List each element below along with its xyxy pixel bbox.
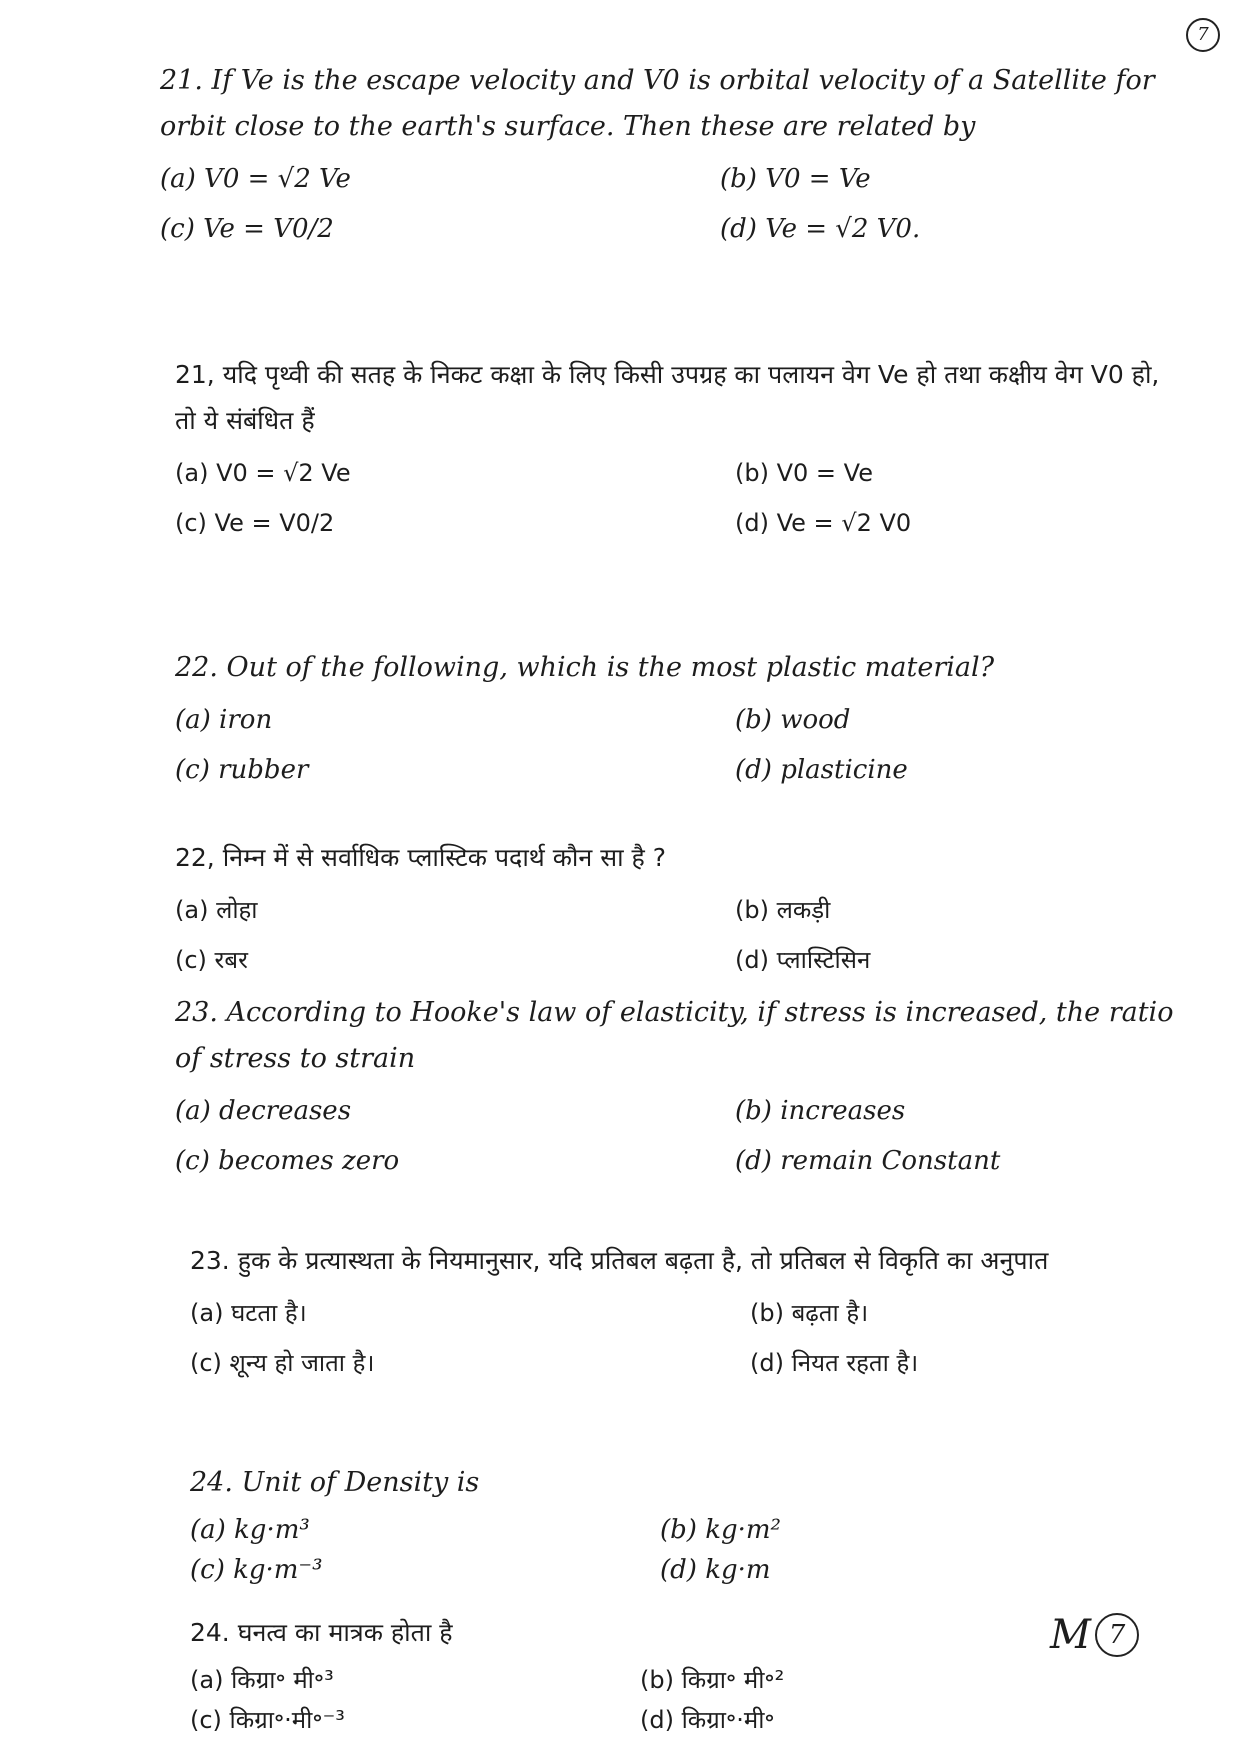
option-c: (c) kg·m⁻³: [190, 1555, 323, 1585]
option-d: (d) kg·m: [660, 1555, 771, 1585]
question-text: यदि पृथ्वी की सतह के निकट कक्षा के लिए किसी उपग्रह का पलायन वेग Ve हो तथा कक्षीय वेग V0 हो, तो ये संबंधित हैं: [175, 360, 1160, 435]
option-d: (d) remain Constant: [735, 1146, 1001, 1176]
option-a: (a) decreases: [175, 1096, 352, 1126]
option-d: (d) नियत रहता है।: [750, 1349, 919, 1377]
option-d: (d) किग्रा॰·मी॰: [640, 1706, 775, 1734]
options: [190, 1288, 1200, 1388]
options: [190, 1660, 1050, 1740]
option-c: (c) रबर: [175, 946, 248, 974]
signature-letter: M: [1050, 1612, 1091, 1658]
option-b: (b) V0 = Ve: [735, 459, 873, 487]
question-stem: [190, 1460, 1200, 1506]
question-stem: [190, 1610, 1050, 1656]
question-stem: [175, 835, 1185, 881]
question-text: निम्न में से सर्वाधिक प्लास्टिक पदार्थ कौन सा है ?: [222, 843, 667, 872]
option-d: (d) Ve = √2 V0.: [720, 214, 921, 244]
question-text: हुक के प्रत्यास्थता के नियमानुसार, यदि प्रतिबल बढ़ता है, तो प्रतिबल से विकृति का अनुपात: [237, 1246, 1049, 1275]
question-21-en: [160, 58, 1170, 254]
question-stem: [190, 1238, 1200, 1284]
question-text: According to Hooke's law of elasticity, if stress is increased, the ratio of stress to strain: [175, 997, 1174, 1074]
option-b: (b) V0 = Ve: [720, 164, 871, 194]
question-stem: [175, 990, 1185, 1082]
question-number: 23.: [175, 997, 218, 1028]
question-number: 22,: [175, 843, 215, 872]
option-b: (b) लकड़ी: [735, 896, 831, 924]
option-d: (d) प्लास्टिसिन: [735, 946, 871, 974]
signature-mark: [1050, 1612, 1139, 1658]
question-number: 24.: [190, 1618, 230, 1647]
question-21-hi: [175, 352, 1185, 548]
options: [190, 1510, 1200, 1590]
option-c: (c) becomes zero: [175, 1146, 400, 1176]
option-b: (b) increases: [735, 1096, 906, 1126]
option-a: (a) लोहा: [175, 896, 258, 924]
question-text: Out of the following, which is the most plastic material?: [226, 652, 995, 683]
question-24-hi: [190, 1610, 1050, 1740]
options: [175, 1086, 1185, 1186]
option-a: (a) घटता है।: [190, 1299, 307, 1327]
question-text: Unit of Density is: [241, 1467, 480, 1498]
question-23-hi: [190, 1238, 1200, 1388]
option-b: (b) kg·m²: [660, 1515, 781, 1545]
option-c: (c) Ve = V0/2: [175, 509, 335, 537]
option-a: (a) V0 = √2 Ve: [160, 164, 351, 194]
signature-circled-number: 7: [1095, 1613, 1139, 1657]
option-d: (d) plasticine: [735, 755, 908, 785]
option-c: (c) शून्य हो जाता है।: [190, 1349, 375, 1377]
question-number: 24.: [190, 1467, 233, 1498]
question-text: घनत्व का मात्रक होता है: [237, 1618, 453, 1647]
option-b: (b) किग्रा॰ मी॰²: [640, 1666, 785, 1694]
option-a: (a) iron: [175, 705, 273, 735]
option-b: (b) wood: [735, 705, 851, 735]
question-23-en: [175, 990, 1185, 1186]
question-24-en: [190, 1460, 1200, 1590]
option-a: (a) V0 = √2 Ve: [175, 459, 351, 487]
question-number: 21.: [160, 65, 203, 96]
option-a: (a) kg·m³: [190, 1515, 310, 1545]
question-number: 23.: [190, 1246, 230, 1275]
options: [175, 448, 1185, 548]
option-c: (c) किग्रा॰·मी॰⁻³: [190, 1706, 345, 1734]
options: [160, 154, 1170, 254]
option-d: (d) Ve = √2 V0: [735, 509, 912, 537]
option-c: (c) Ve = V0/2: [160, 214, 334, 244]
question-stem: [175, 352, 1185, 444]
question-number: 21,: [175, 360, 215, 389]
question-stem: [160, 58, 1170, 150]
question-22-hi: [175, 835, 1185, 985]
option-c: (c) rubber: [175, 755, 309, 785]
question-stem: [175, 645, 1185, 691]
page-number: 7: [1186, 18, 1220, 52]
question-text: If Ve is the escape velocity and V0 is orbital velocity of a Satellite for orbit close to the earth's surface. Then these are related by: [160, 65, 1155, 142]
question-number: 22.: [175, 652, 218, 683]
option-a: (a) किग्रा॰ मी॰³: [190, 1666, 334, 1694]
options: [175, 885, 1185, 985]
options: [175, 695, 1185, 795]
question-22-en: [175, 645, 1185, 795]
option-b: (b) बढ़ता है।: [750, 1299, 869, 1327]
